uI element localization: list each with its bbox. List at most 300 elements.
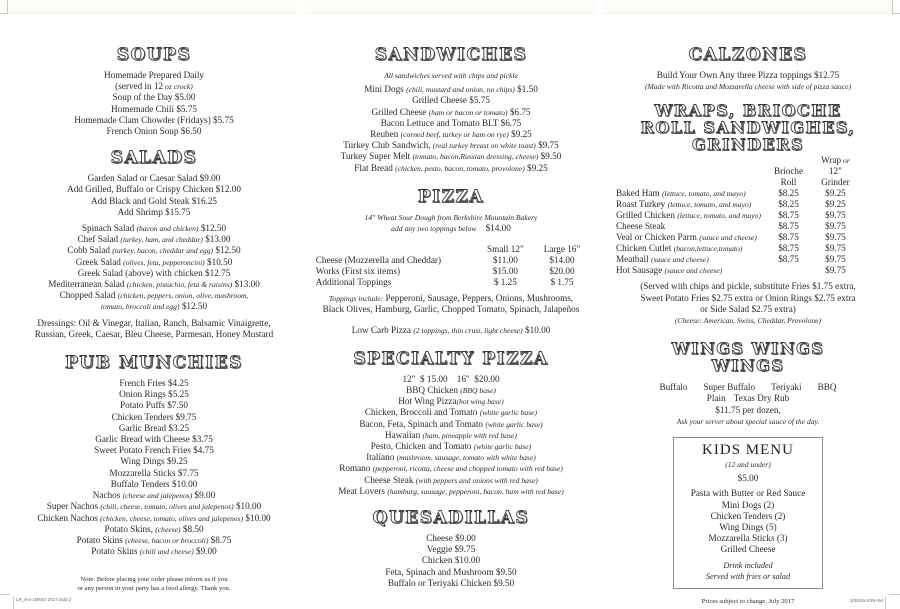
item-desc: (ham, pineapple with red base) (422, 430, 517, 440)
item-name: Low Carb Pizza (351, 324, 411, 335)
menu-line: Homemade Clam Chowder (Fridays) $5.75 (74, 114, 234, 125)
item-name: Super Nachos (46, 501, 99, 512)
wings-price: $11.75 per dozen, (715, 404, 781, 415)
item-price: $9.00 (196, 546, 217, 557)
menu-item (306, 441, 596, 452)
menu-item (20, 468, 288, 479)
row-name (612, 188, 765, 199)
menu-line (20, 81, 288, 92)
item-price: $9.75 (538, 140, 559, 151)
item-name: Greek Salad (above) with chicken (77, 267, 203, 278)
table-row (612, 254, 859, 265)
header-line: Grinder (821, 177, 850, 188)
header-line (821, 155, 850, 166)
item-name: Cheese Steak (616, 221, 666, 232)
item-desc: (chili and cheese) (139, 547, 194, 557)
dressings-line: Russian, Greek, Caesar, Bleu Cheese, Parmesan, Honey Mustard (34, 328, 274, 339)
row-name (612, 221, 765, 232)
item-name: Spinach Salad (81, 223, 135, 234)
section-heading-quesadillas: QUESADILLAS (372, 508, 530, 529)
item-desc: (2 toppings, thin crust, light cheese) (413, 325, 523, 335)
calzone-note: (Made with Ricotta and Mozzarella cheese with side of pizza sauce) (645, 82, 851, 92)
row-name: Cheese (Mozzerella and Cheddar) (315, 255, 442, 266)
item-name: Veal or Chicken Parm (616, 232, 697, 243)
column-header-brioche (765, 155, 812, 188)
item-desc: (cheese, bacon or broccoli) (125, 535, 209, 545)
item-name: Hawaiian (385, 429, 421, 440)
pizza-intro-line: 14" Wheat Sour Dough from Berkshire Mountain Bakery (364, 212, 538, 222)
menu-item: Feta, Spinach and Mushroom $9.50 (385, 566, 517, 577)
item-name: Chicken Nachos (37, 512, 98, 523)
top-strip-segment (7, 0, 297, 14)
heading-line: WRAPS, BRIOCHE (654, 101, 842, 121)
item-price: $10.00 (235, 501, 262, 512)
item-name: Chicken Cutlet (616, 243, 672, 254)
menu-item: Cheese $9.00 (426, 533, 476, 544)
item-price: $12.75 (205, 267, 231, 278)
crop-mark (0, 13, 7, 14)
menu-item (306, 118, 596, 129)
item-name: Reuben (370, 129, 399, 140)
menu-item (306, 95, 596, 106)
menu-column-left (20, 40, 288, 603)
menu-item: Veggie $9.75 (426, 544, 476, 555)
row-name (612, 254, 765, 265)
item-name: Italiano (366, 452, 395, 463)
item-name: Potato Puffs (120, 400, 166, 411)
row-name (612, 243, 765, 254)
item-name: Baked Ham (616, 188, 660, 199)
row-wrap-price: $9.75 (825, 254, 846, 265)
pub-munchies-section (20, 354, 288, 593)
table-header-row (312, 244, 590, 255)
menu-item (20, 434, 288, 445)
item-price: $8.50 (182, 523, 204, 534)
heading-line: WINGS (711, 356, 785, 376)
item-name: Potato Skins, (104, 523, 153, 534)
served-with-line: Sweet Potato Fries $2.75 extra or Onion Rings $2.75 extra (640, 292, 856, 303)
item-desc: (sauce and cheese) (650, 255, 709, 265)
pizza-intro-text: add any two toppings below (391, 224, 477, 234)
table-row (312, 255, 590, 266)
item-desc: (turkey, ham, and cheddar) (120, 235, 203, 245)
item-name: Meat Lovers (338, 485, 385, 496)
item-price: $12.50 (215, 245, 241, 256)
wing-flavor: BBQ (817, 382, 837, 393)
row-brioche-price: $8.75 (778, 221, 799, 232)
item-desc: (tomato, bacon,Russian dressing, cheese) (412, 152, 539, 162)
menu-item: Buffalo or Teriyaki Chicken $9.50 (387, 577, 515, 588)
item-price: $3.25 (168, 422, 190, 433)
toppings-text: Pepperoni, Sausage, Peppers, Onions, Mushrooms, (383, 293, 574, 304)
item-desc: (chili, cheese, tomato, olives and jalepenos) (100, 502, 234, 512)
row-brioche-price (765, 265, 812, 276)
menu-item (20, 268, 288, 279)
calzone-line: Build Your Own Any three Pizza toppings $12.75 (656, 70, 840, 80)
section-heading-wings (612, 340, 884, 374)
wing-flavors-row (612, 382, 884, 393)
row-wrap-price: $9.25 (825, 188, 846, 199)
table-row (612, 221, 859, 232)
menu-item (20, 400, 288, 411)
row-wrap-price: $9.75 (825, 232, 846, 243)
crop-mark (892, 0, 893, 14)
print-slug-filename: LR_8-4-15REV 2017.indd 2 (16, 597, 72, 602)
item-name: Nachos (92, 490, 121, 501)
menu-item (20, 257, 288, 268)
item-desc: (turkey, bacon, cheddar and egg) (112, 246, 214, 256)
item-price: $12.50 (200, 223, 227, 234)
menu-item (20, 389, 288, 400)
menu-item: Add Black and Gold Steak $16.25 (90, 195, 218, 206)
section-heading-specialty-pizza: SPECIALTY PIZZA (353, 348, 549, 369)
menu-line: French Onion Soup $6.50 (106, 126, 202, 137)
menu-item (20, 423, 288, 434)
item-price: $9.25 (511, 129, 532, 140)
menu-column-right (612, 40, 884, 606)
item-desc: (olives, feta, pepperoncini) (123, 257, 205, 267)
item-name: Turkey Super Melt (340, 151, 411, 162)
item-name: Grilled Cheese (412, 95, 467, 106)
menu-line-text: (served in 12 (115, 81, 164, 92)
top-strip-segment (603, 0, 893, 14)
soups-section (20, 46, 288, 137)
table-row (612, 188, 859, 199)
menu-item (20, 524, 288, 535)
allergy-note-line: Note: Before placing your order please inform us if you (80, 576, 228, 584)
menu-item (20, 223, 288, 234)
item-desc: (pepperoni, ricotta, cheese and chopped tomato with red base) (372, 464, 563, 474)
crop-mark (13, 596, 14, 609)
item-price: $6.75 (509, 106, 531, 117)
sandwiches-section (306, 46, 596, 174)
row-large-price: $ 1.75 (550, 277, 574, 288)
wing-flavor: Plain (706, 393, 726, 404)
menu-column-middle (306, 40, 596, 599)
item-price: $7.75 (177, 467, 199, 478)
kids-menu-item: Chicken Tenders (2) (710, 510, 786, 521)
table-row (612, 232, 859, 243)
item-desc: (hot wing base) (456, 397, 504, 407)
header-line: 12" (828, 166, 842, 177)
item-name: Hot Sausage (616, 265, 663, 276)
item-price: $10.00 (172, 478, 198, 489)
item-price: $9.50 (540, 151, 562, 162)
item-desc: (bacon,lettuce,tomato) (673, 244, 743, 254)
menu-item (306, 452, 596, 463)
item-desc: (real turkey breast on white toast) (432, 141, 536, 151)
section-heading-wraps (612, 102, 884, 153)
menu-item (306, 486, 596, 497)
item-desc: (chicken, pesto, bacon, tomato, provolone) (395, 163, 525, 173)
item-price: $4.75 (193, 445, 214, 456)
item-name: Flat Bread (354, 162, 393, 173)
specialty-pizza-prices: 12" $ 15.00 16" $20.00 (402, 373, 500, 384)
item-name: Roast Turkey (616, 199, 666, 210)
table-row (612, 210, 859, 221)
row-brioche-price: $8.75 (778, 232, 799, 243)
crop-mark (0, 594, 10, 595)
row-name (612, 232, 765, 243)
row-brioche-price: $8.75 (778, 243, 799, 254)
item-price: $10.50 (207, 256, 233, 267)
kids-menu-item: Grilled Cheese (720, 544, 776, 555)
item-name: Meatball (616, 254, 649, 265)
row-wrap-price: $9.75 (825, 210, 846, 221)
item-price: $5.75 (469, 95, 490, 106)
item-price: $9.25 (527, 162, 548, 173)
crop-mark (7, 0, 8, 14)
menu-item (306, 84, 596, 95)
wraps-section (612, 102, 884, 326)
item-desc: (sauce and cheese) (699, 233, 757, 243)
column-header-wrap (812, 155, 859, 188)
item-name: Sweet Potato French Fries (94, 445, 191, 456)
served-with-line: or Side Salad $2.75 extra) (700, 303, 796, 314)
menu-item (20, 445, 288, 456)
item-desc: (chicken, cheese, tomato, olives and jalepenos) (100, 513, 244, 523)
item-price: $9.75 (175, 411, 197, 422)
table-row (612, 199, 859, 210)
wings-note: Ask your server about special sauce of the day. (676, 416, 820, 426)
menu-item (20, 546, 288, 557)
row-wrap-price: $9.75 (825, 243, 846, 254)
item-name: Pesto, Chicken and Tomato (370, 441, 472, 452)
allergy-note-line: or any person in your party has a food allergy. Thank you. (77, 585, 231, 593)
heading-line: GRINDERS (692, 135, 804, 155)
item-price: $7.50 (167, 400, 188, 411)
menu-item (20, 456, 288, 467)
heading-line: ROLL SANDWIGHES, (640, 118, 856, 138)
menu-item (306, 396, 596, 407)
item-name: Cheese Steak (364, 474, 414, 485)
menu-item (306, 385, 596, 396)
kids-price: $5.00 (737, 473, 759, 484)
header-line: Brioche (773, 166, 804, 177)
item-desc: (chicken, pistachio, feta & raisins) (126, 280, 233, 290)
item-name: Romano (339, 463, 371, 474)
pizza-section (306, 188, 596, 336)
row-name (612, 265, 765, 276)
header-italic: or (841, 156, 850, 166)
specialty-pizza-section (306, 350, 596, 497)
menu-item (306, 140, 596, 151)
menu-item (20, 501, 288, 512)
row-large-price: $14.00 (549, 255, 575, 266)
item-name: Potato Skins (76, 534, 123, 545)
item-name: Mediterranean Salad (48, 279, 125, 290)
header-text: Wrap (821, 155, 842, 166)
item-name: French Fries (119, 378, 166, 389)
calzones-section (612, 46, 884, 92)
item-desc: (chili, mustard and onion, no chips) (406, 85, 515, 95)
item-desc: (cheese and jalepenos) (122, 491, 193, 501)
item-name: Buffalo Tenders (110, 478, 170, 489)
column-header-small: Small 12" (487, 244, 524, 255)
section-heading-salads: SALADS (110, 148, 198, 169)
menu-item (306, 407, 596, 418)
item-desc: (corned beef, turkey or ham on rye) (400, 130, 509, 140)
item-price: $12.50 (181, 301, 208, 312)
toppings-line: Black Olives, Hamburg, Garlic, Chopped Tomato, Spinach, Jalapeños (322, 304, 580, 315)
pizza-intro-line (306, 223, 596, 234)
item-price: $10.00 (245, 512, 271, 523)
row-large-price: $20.00 (549, 266, 575, 277)
item-name: Wing Dings (120, 456, 165, 467)
kids-menu-title: KIDS MENU (702, 442, 794, 459)
low-carb-pizza (306, 325, 596, 336)
table-row (312, 277, 590, 288)
menu-item: Add Grilled, Buffalo or Crispy Chicken $12.00 (67, 184, 241, 195)
kids-menu-item: Mozzarella Sticks (3) (708, 533, 788, 544)
kids-menu-box (673, 437, 823, 589)
row-name (612, 210, 765, 221)
item-desc: (lettuce, tomato, and mayo) (661, 189, 746, 199)
kids-menu-item: Pasta with Butter or Red Sauce (690, 488, 806, 499)
item-price: $4.25 (167, 378, 189, 389)
menu-line: Soup of the Day $5.00 (112, 92, 196, 103)
kids-age-note: (12 and under) (725, 460, 771, 470)
item-price: $9.25 (166, 456, 188, 467)
kids-side-note: Served with fries or salad (705, 571, 791, 581)
section-heading-sandwiches: SANDWICHES (374, 45, 528, 65)
menu-item: Add Shrimp $15.75 (117, 206, 191, 217)
item-name: Potato Skins (91, 546, 138, 557)
row-name: Works (First six items) (315, 266, 401, 277)
menu-item (306, 463, 596, 474)
item-name: Greek Salad (75, 256, 121, 267)
item-desc: (BBQ base) (460, 386, 496, 396)
item-price: $3.75 (192, 434, 213, 445)
item-name: Bacon, Feta, Spinach and Tomato (359, 418, 484, 429)
menu-line: Homemade Prepared Daily (103, 70, 204, 80)
wing-flavors-row (612, 393, 884, 404)
wing-flavor: Texas Dry Rub (733, 393, 790, 404)
crop-mark (893, 13, 900, 14)
item-name: Mini Dogs (364, 84, 404, 95)
item-name: Hot Wing Pizza (398, 396, 457, 407)
kids-menu-item: Mini Dogs (2) (721, 499, 775, 510)
item-name: Bacon Lettuce and Tomato BLT (380, 117, 499, 128)
row-name (612, 199, 765, 210)
row-small-price: $15.00 (492, 266, 518, 277)
salads-section (20, 149, 288, 340)
item-desc: (bacon and chicken) (136, 224, 199, 234)
table-row (312, 266, 590, 277)
top-strip-segment (305, 0, 595, 14)
item-desc: tomato, broccoli and egg) (100, 302, 180, 312)
row-small-price: $11.00 (492, 255, 518, 266)
item-desc: (chicken, peppers, onion, olive, mushroom, (117, 291, 249, 301)
menu-item (20, 245, 288, 256)
menu-item (20, 535, 288, 546)
menu-item (306, 163, 596, 174)
pizza-price-table (312, 244, 590, 288)
row-small-price: $ 1.25 (493, 277, 517, 288)
item-name: Chopped Salad (59, 290, 116, 301)
menu-item (306, 129, 596, 140)
wing-flavor: Super Buffalo (703, 382, 756, 393)
item-price: $5.25 (168, 389, 189, 400)
section-heading-pub-munchies: PUB MUNCHIES (65, 353, 243, 374)
crop-mark (889, 594, 900, 595)
item-desc: (ham or bacon or tomato) (428, 107, 508, 117)
item-name: Chicken Tenders (111, 411, 174, 422)
item-name: Grilled Chicken (616, 210, 675, 221)
row-brioche-price: $8.75 (778, 210, 799, 221)
item-name: Garlic Bread with Cheese (95, 434, 190, 445)
table-row (612, 243, 859, 254)
item-name: Cobb Salad (67, 245, 110, 256)
item-name: Onion Rings (119, 389, 166, 400)
menu-item (306, 419, 596, 430)
item-name: Mozzarella Sticks (109, 467, 176, 478)
menu-item: Chicken $10.00 (421, 555, 481, 566)
crop-mark (885, 596, 886, 609)
menu-item (20, 479, 288, 490)
item-desc: (lettuce, tomato, and mayo) (667, 200, 752, 210)
item-name: Grilled Cheese (371, 106, 427, 117)
print-slug-timestamp: 3/25/19 8:59 AM (850, 598, 883, 603)
menu-item (20, 234, 288, 245)
header-line: Roll (780, 177, 797, 188)
item-desc: (hamburg, sausage, pepperoni, bacon, ham with red base) (387, 486, 564, 496)
row-brioche-price: $8.25 (778, 188, 799, 199)
row-brioche-price: $8.25 (778, 199, 799, 210)
menu-item (20, 301, 288, 312)
item-name: Garlic Bread (118, 422, 167, 433)
row-wrap-price: $9.25 (825, 199, 846, 210)
kids-menu-item: Wing Dings (5) (719, 522, 777, 533)
item-desc: (lettuce, tomato, and mayo) (677, 211, 761, 221)
served-with-line: (Served with chips and pickle, substitute Fries $1.75 extra, (640, 281, 856, 292)
menu-item (20, 279, 288, 290)
prices-subject-to-change: Prices subject to change, July 2017 (701, 598, 795, 606)
item-name: Chicken, Broccoli and Tomato (364, 407, 478, 418)
cheese-note: (Cheese: American, Swiss, Cheddar, Provolone) (674, 316, 822, 326)
quesadillas-section (306, 509, 596, 589)
item-price: $13.00 (205, 234, 231, 245)
wing-flavor: Teriyaki (771, 382, 802, 393)
item-desc: (white garlic base) (473, 442, 532, 452)
item-price: $8.75 (210, 534, 232, 545)
section-heading-soups: SOUPS (116, 45, 192, 65)
row-name: Additional Toppings (315, 277, 392, 288)
menu-item (306, 107, 596, 118)
menu-item: Garden Salad or Caesar Salad $9.00 (87, 173, 221, 184)
menu-line: Homemade Chili $5.75 (111, 103, 197, 114)
table-row (612, 265, 859, 276)
item-price: $10.00 (525, 324, 551, 335)
toppings-label: Toppings include: (328, 294, 384, 304)
kids-drink-note: Drink included (723, 560, 773, 570)
pizza-intro-price: $14.00 (485, 223, 511, 234)
dressings-line: Dressings: Oil & Vinegar, Italian, Ranch, Balsamic Vinaigrette, (37, 317, 271, 328)
heading-line: WINGS WINGS (671, 339, 825, 359)
menu-item (20, 513, 288, 524)
row-wrap-price: $9.75 (825, 221, 846, 232)
item-desc: (cheese) (155, 524, 181, 534)
toppings-line (306, 293, 596, 304)
menu-item (306, 430, 596, 441)
menu-line-italic: oz crock) (163, 82, 193, 92)
item-name: Turkey Club Sandwich, (343, 140, 431, 151)
item-name: BBQ Chicken (406, 385, 458, 396)
item-price: $9.00 (194, 490, 216, 501)
item-desc: (white garlic base) (485, 419, 543, 429)
item-desc: (white garlic base) (479, 408, 538, 418)
table-header-row (612, 155, 859, 188)
